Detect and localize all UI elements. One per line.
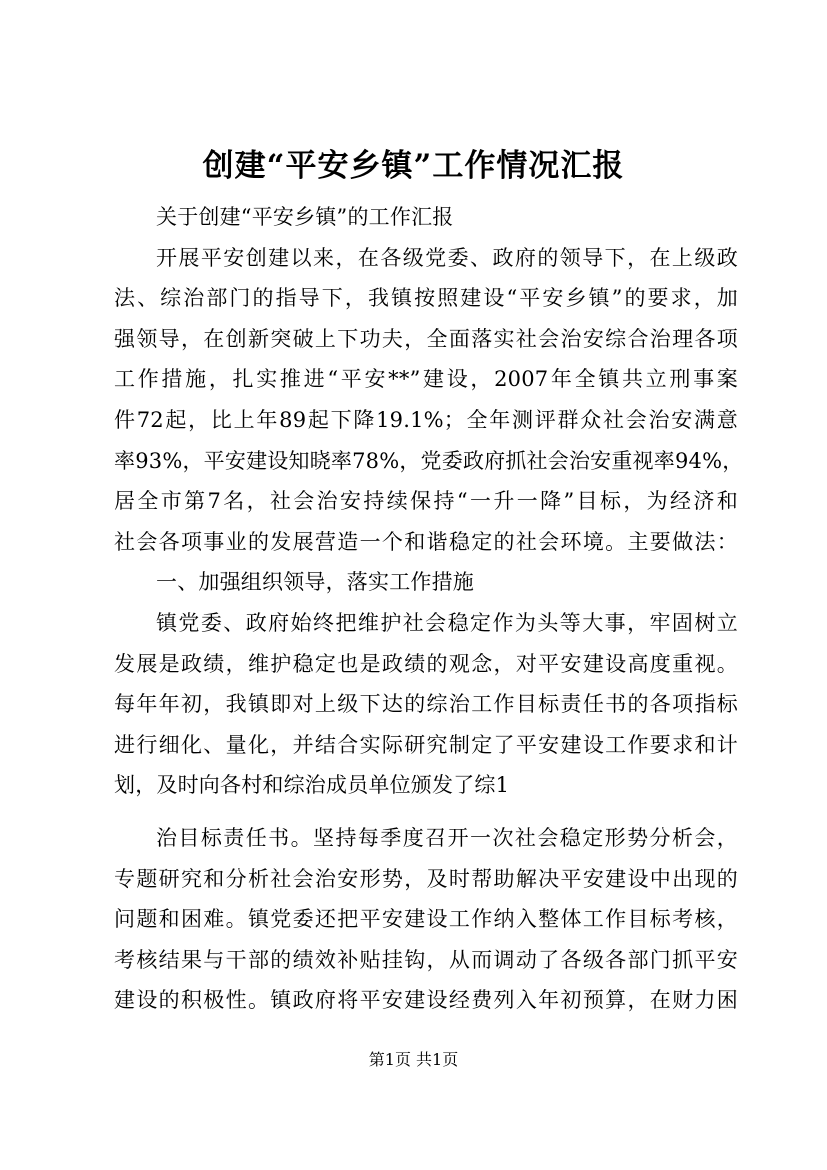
paragraph-line: 治目标责任书。坚持每季度召开一次社会稳定形势分析会， xyxy=(156,825,738,850)
paragraph-gap xyxy=(114,806,738,818)
document-body xyxy=(114,197,744,1021)
paragraph-line: 强领导，在创新突破上下功夫，全面落实社会治安综合治理各项 xyxy=(114,326,738,351)
paragraph-line: 进行细化、量化，并结合实际研究制定了平安建设工作要求和计 xyxy=(114,732,738,757)
paragraph-line: 划，及时向各村和综治成员单位颁发了综1 xyxy=(114,773,510,798)
document-title: 创建“平安乡镇”工作情况汇报 xyxy=(202,148,625,184)
paragraph-line: 专题研究和分析社会治安形势，及时帮助解决平安建设中出现的 xyxy=(114,866,738,891)
paragraph-line: 居全市第7名，社会治安持续保持“一升一降”目标，为经济和 xyxy=(114,489,738,514)
paragraph-line: 每年年初，我镇即对上级下达的综治工作目标责任书的各项指标 xyxy=(114,692,738,717)
paragraph-line: 问题和困难。镇党委还把平安建设工作纳入整体工作目标考核， xyxy=(114,907,738,932)
paragraph-line: 建设的积极性。镇政府将平安建设经费列入年初预算，在财力困 xyxy=(114,988,738,1013)
paragraph-line: 开展平安创建以来，在各级党委、政府的领导下，在上级政 xyxy=(156,245,738,270)
page-footer: 第1页 共1页 xyxy=(368,1050,459,1069)
paragraph-line: 工作措施，扎实推进“平安**”建设，2007年全镇共立刑事案 xyxy=(114,367,738,392)
paragraph-line: 率93%，平安建设知晓率78%，党委政府抓社会治安重视率94%， xyxy=(114,448,744,473)
paragraph-line: 考核结果与干部的绩效补贴挂钩，从而调动了各级各部门抓平安 xyxy=(114,947,738,972)
paragraph-line: 社会各项事业的发展营造一个和谐稳定的社会环境。主要做法： xyxy=(114,529,738,554)
paragraph-line: 发展是政绩，维护稳定也是政绩的观念，对平安建设高度重视。 xyxy=(114,651,738,676)
section-heading: 一、加强组织领导，落实工作措施 xyxy=(156,570,474,595)
paragraph-line: 件72起，比上年89起下降19.1%；全年测评群众社会治安满意 xyxy=(114,407,738,432)
document-subtitle: 关于创建“平安乡镇”的工作汇报 xyxy=(156,205,454,229)
paragraph-line: 法、综治部门的指导下，我镇按照建设“平安乡镇”的要求，加 xyxy=(114,286,738,311)
paragraph-line: 镇党委、政府始终把维护社会稳定作为头等大事，牢固树立 xyxy=(156,610,738,635)
